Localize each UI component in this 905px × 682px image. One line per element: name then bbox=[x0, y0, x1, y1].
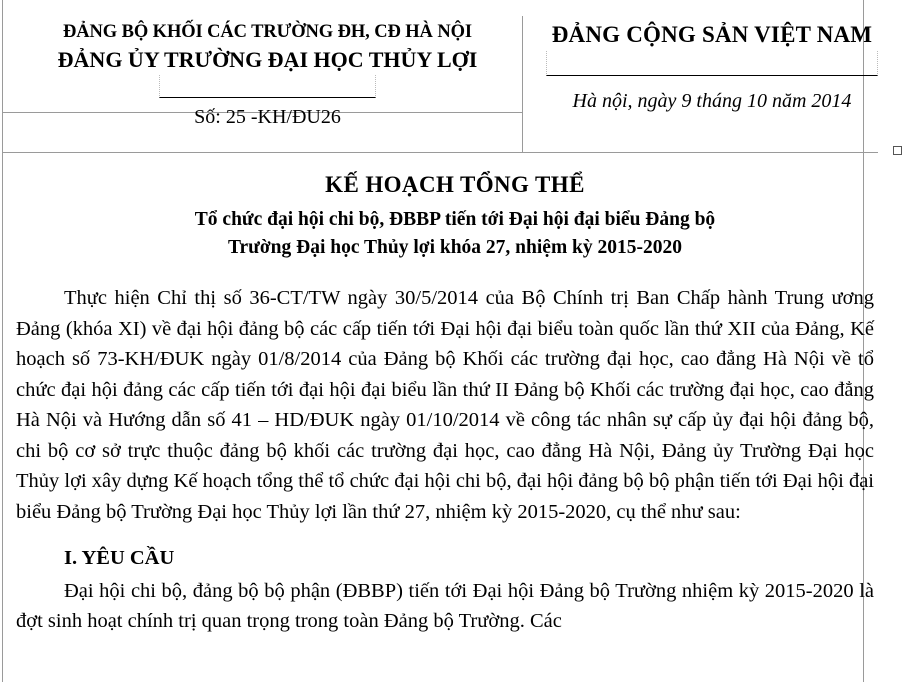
place-and-date: Hà nội, ngày 9 tháng 10 năm 2014 bbox=[572, 90, 852, 112]
guide-line-header-bottom bbox=[2, 152, 878, 153]
document-header bbox=[10, 22, 894, 142]
issuing-organization-name: ĐẢNG ỦY TRƯỜNG ĐẠI HỌC THỦY LỢI bbox=[57, 47, 478, 72]
national-motto-title: ĐẢNG CỘNG SẢN VIỆT NAM bbox=[551, 22, 873, 47]
document-number: Số: 25 -KH/ĐU26 bbox=[194, 106, 341, 128]
document-subtitle-line-2: Trường Đại học Thủy lợi khóa 27, nhiệm kỳ 2015-2020 bbox=[227, 237, 683, 259]
header-right-rule bbox=[546, 51, 878, 76]
header-left-block bbox=[10, 22, 525, 129]
document-title-block bbox=[40, 172, 870, 263]
document-subtitle-line-1: Tổ chức đại hội chi bộ, ĐBBP tiến tới Đại hội đại biểu Đảng bộ bbox=[194, 209, 716, 230]
header-left-rule bbox=[159, 75, 376, 98]
header-right-block bbox=[530, 22, 894, 113]
document-body bbox=[16, 283, 874, 637]
scan-corner-mark bbox=[893, 146, 902, 155]
guide-line-left bbox=[2, 0, 3, 682]
section-heading-yeu-cau: I. YÊU CẦU bbox=[64, 547, 175, 569]
page-title: KẾ HOẠCH TỔNG THỂ bbox=[325, 172, 585, 197]
superior-organization-name: ĐẢNG BỘ KHỐI CÁC TRƯỜNG ĐH, CĐ HÀ NỘI bbox=[63, 22, 472, 42]
body-paragraph-2: Đại hội chi bộ, đảng bộ bộ phận (ĐBBP) tiến tới Đại hội Đảng bộ Trường nhiệm kỳ 2015-2020 là đợt sinh hoạt chính trị quan trọng trong toàn Đảng bộ Trường. Các bbox=[16, 579, 874, 632]
body-paragraph-1: Thực hiện Chỉ thị số 36-CT/TW ngày 30/5/2014 của Bộ Chính trị Ban Chấp hành Trung ương Đảng (khóa XI) về đại hội đảng bộ các cấp tiến tới Đại hội đại biểu toàn quốc lần thứ XII của Đảng, Kế hoạch số 73-KH/ĐUK ngày 01/8/2014 của Đảng bộ Khối các trường đại học, cao đẳng Hà Nội về tổ chức đại hội đảng các cấp tiến tới đại hội đại biểu lần thứ II Đảng bộ Khối các trường đại học, cao đẳng Hà Nội và Hướng dẫn số 41 – HD/ĐUK ngày 01/10/2014 về công tác nhân sự cấp ủy đại hội đảng bộ, chi bộ cơ sở trực thuộc đảng bộ khối các trường đại học, cao đẳng Hà Nội, Đảng ủy Trường Đại học Thủy lợi xây dựng Kế hoạch tổng thể tổ chức đại hội chi bộ, đại hội đảng bộ bộ phận tiến tới Đại hội đại biểu Đảng bộ Trường Đại học Thủy lợi lần thứ 27, nhiệm kỳ 2015-2020, cụ thể như sau: bbox=[16, 287, 874, 523]
